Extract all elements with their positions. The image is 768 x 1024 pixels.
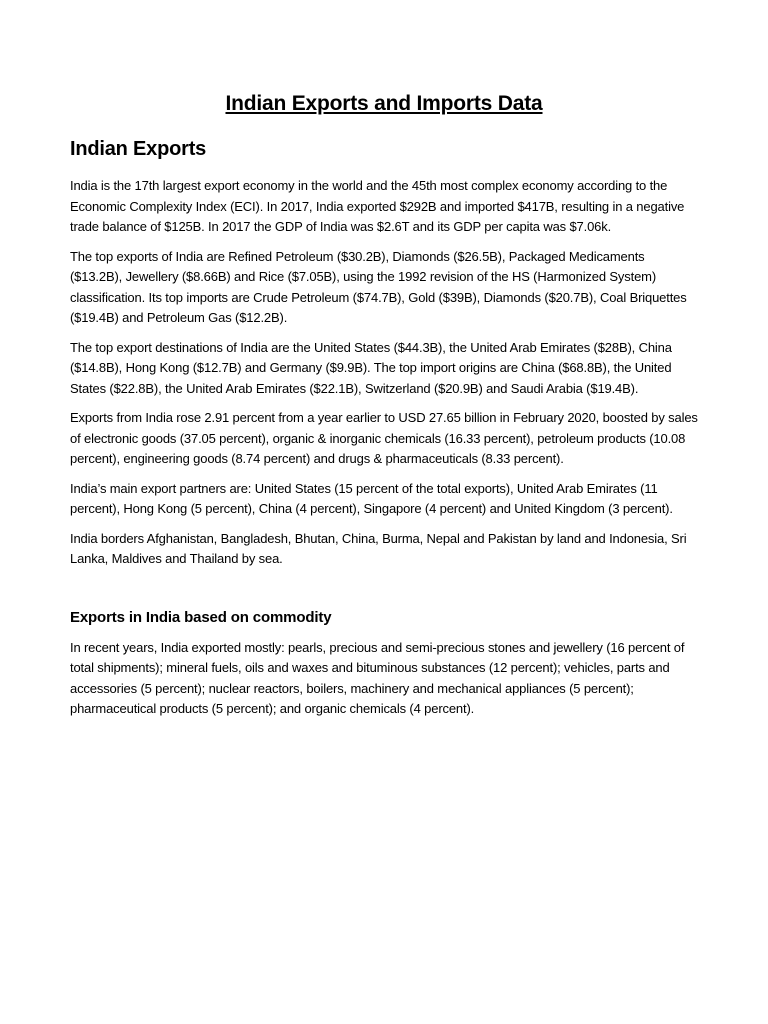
paragraph-export-growth: Exports from India rose 2.91 percent from a year earlier to USD 27.65 billion in February 2020, boosted by sales of electronic goods (37.05 percent), organic & inorganic chemicals (16.33 percent), petroleum products (10.08 percent), engineering goods (8.74 percent) and drugs & pharmaceuticals (8.33 percent). (70, 410, 698, 466)
paragraph-top-exports-imports: The top exports of India are Refined Petroleum ($30.2B), Diamonds ($26.5B), Packaged Medicaments ($13.2B), Jewellery ($8.66B) and Rice ($7.05B), using the 1992 revision of the HS (Harmonized System) classification. Its top imports are Crude Petroleum ($74.7B), Gold ($39B), Diamonds ($20.7B), Coal Briquettes ($19.4B) and Petroleum Gas ($12.2B). (70, 248, 687, 325)
paragraph-destinations-origins: The top export destinations of India are the United States ($44.3B), the United Arab Emirates ($28B), China ($14.8B), Hong Kong ($12.7B) and Germany ($9.9B). The top import origins are China ($68.8B), the United States ($22.8B), the United Arab Emirates ($22.1B), Switzerland ($20.9B) and Saudi Arabia ($19.4B). (70, 339, 672, 396)
section-heading-indian-exports: Indian Exports (70, 138, 207, 160)
subsection-heading-commodity: Exports in India based on commodity (70, 608, 332, 626)
paragraph-export-partners: India’s main export partners are: United States (15 percent of the total exports), United Arab Emirates (11 percent), Hong Kong (5 percent), China (4 percent), Singapore (4 percent) and United Kingdom (3 percent). (70, 480, 673, 516)
paragraph-overview: India is the 17th largest export economy in the world and the 45th most complex economy according to the Economic Complexity Index (ECI). In 2017, India exported $292B and imported $417B, resulting in a negative trade balance of $125B. In 2017 the GDP of India was $2.6T and its GDP per capita was $7.06k. (70, 178, 685, 234)
paragraph-borders: India borders Afghanistan, Bangladesh, Bhutan, China, Burma, Nepal and Pakistan by land and Indonesia, Sri Lanka, Maldives and Thailand by sea. (70, 530, 687, 566)
document-title: Indian Exports and Imports Data (225, 92, 543, 115)
paragraph-commodity-exports: In recent years, India exported mostly: pearls, precious and semi-precious stones and jewellery (16 percent of total shipments); mineral fuels, oils and waxes and bituminous substances (12 percent); vehicles, parts and accessories (5 percent); nuclear reactors, boilers, machinery and mechanical appliances (5 percent); pharmaceutical products (5 percent); and organic chemicals (4 percent). (70, 639, 685, 716)
